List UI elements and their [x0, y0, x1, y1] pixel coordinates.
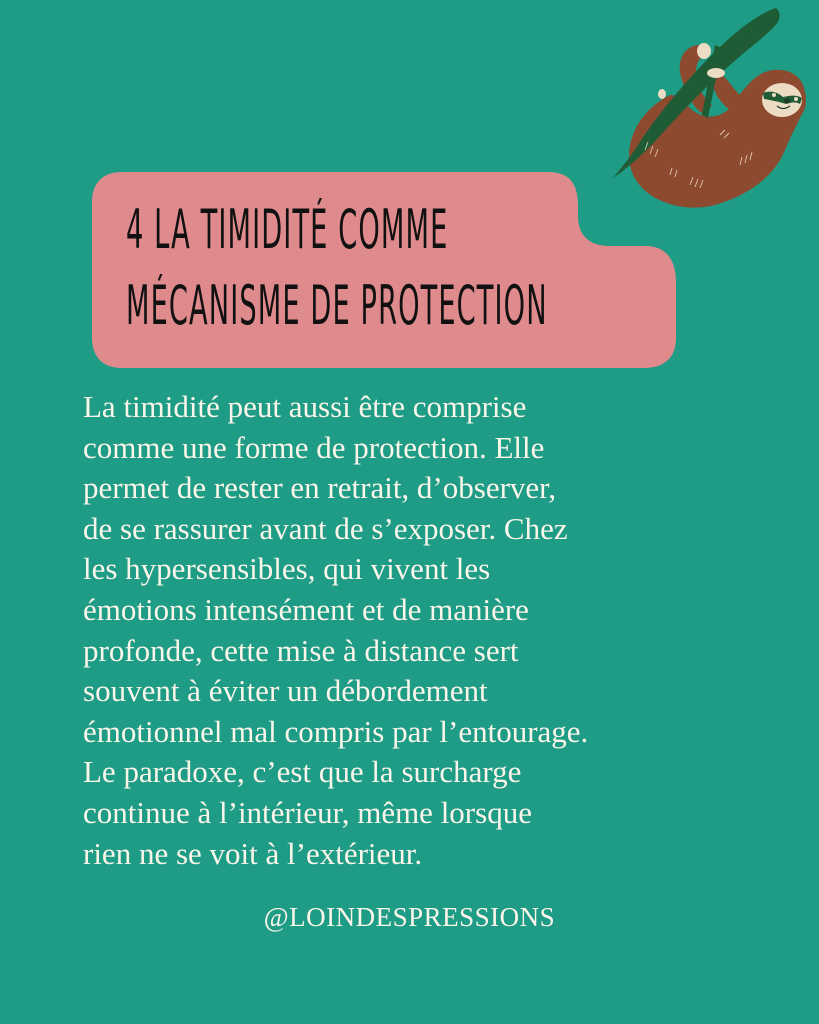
- body-line: comme une forme de protection. Elle: [83, 429, 545, 465]
- body-line: profonde, cette mise à distance sert: [83, 632, 519, 668]
- title-line-2: MÉCANISME DE PROTECTION: [126, 274, 548, 337]
- body-line: émotions intensément et de manière: [83, 591, 529, 627]
- body-line: émotionnel mal compris par l’entourage.: [83, 713, 589, 749]
- title-box: [92, 172, 676, 368]
- social-handle: @LOINDESPRESSIONS: [263, 902, 556, 932]
- body-line: continue à l’intérieur, même lorsque: [83, 794, 532, 830]
- body-line: Le paradoxe, c’est que la surcharge: [83, 754, 522, 790]
- page-title: [92, 172, 676, 368]
- body-line: les hypersensibles, qui vivent les: [83, 551, 491, 587]
- body-paragraph: [83, 387, 773, 874]
- title-line-1: 4 LA TIMIDITÉ COMME: [126, 198, 449, 261]
- body-line: rien ne se voit à l’extérieur.: [83, 835, 423, 871]
- body-line: souvent à éviter un débordement: [83, 673, 488, 709]
- body-line: permet de rester en retrait, d’observer,: [83, 470, 556, 506]
- body-line: de se rassurer avant de s’exposer. Chez: [83, 510, 568, 546]
- body-line: La timidité peut aussi être comprise: [83, 389, 527, 424]
